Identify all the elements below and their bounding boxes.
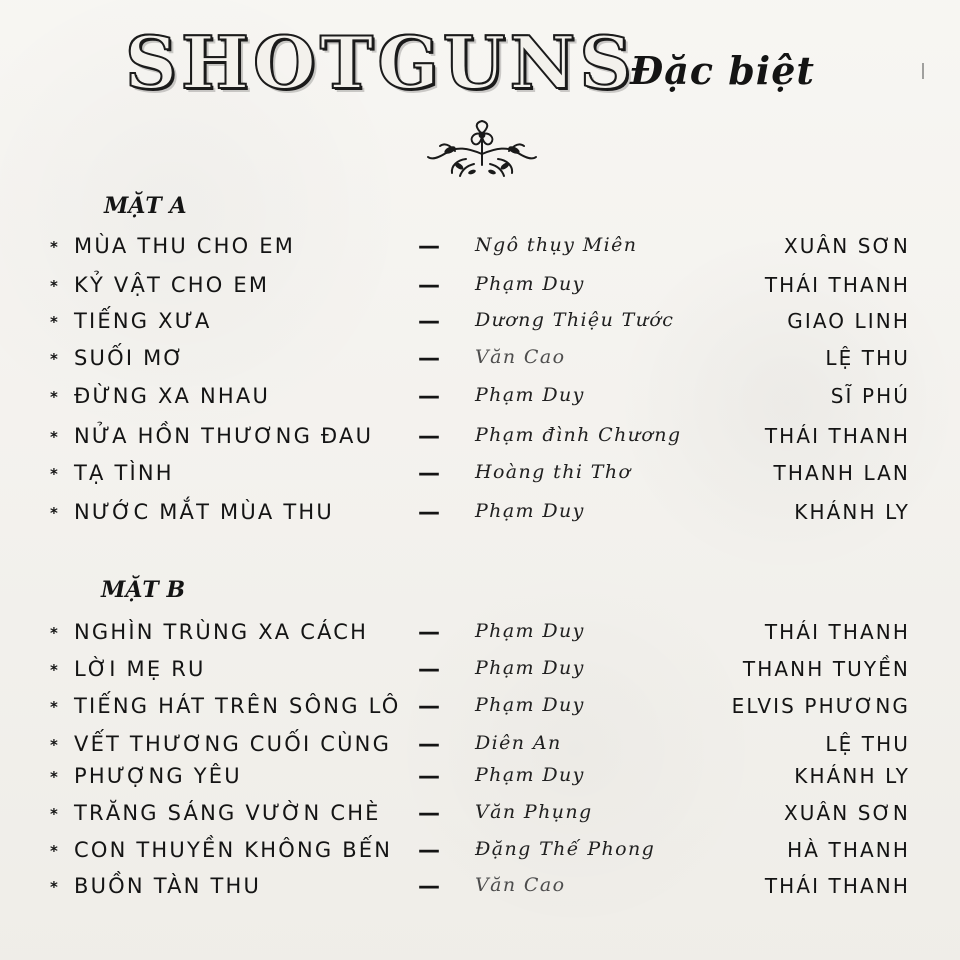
track-bullet: * (50, 277, 58, 295)
track-singer: LỆ THU (825, 346, 910, 370)
track-composer: Phạm Duy (475, 500, 585, 522)
track-composer: Ngô thụy Miên (475, 234, 638, 256)
track-dash: — (418, 384, 440, 409)
track-title: PHƯỢNG YÊU (74, 764, 242, 788)
track-title: BUỒN TÀN THU (74, 874, 262, 898)
track-bullet: * (50, 465, 58, 483)
track-row (50, 234, 910, 264)
track-composer: Phạm Duy (475, 657, 585, 679)
track-row (50, 384, 910, 414)
track-dash: — (418, 346, 440, 371)
track-row (50, 620, 910, 650)
track-composer: Phạm Duy (475, 273, 585, 295)
track-bullet: * (50, 805, 58, 823)
track-composer: Văn Cao (475, 346, 566, 368)
side-a-label: MẶT A (104, 193, 187, 219)
floral-ornament-icon (426, 120, 538, 182)
album-title: SHOTGUNS (125, 20, 636, 105)
track-composer: Dương Thiệu Tước (475, 309, 675, 331)
track-singer: THÁI THANH (764, 273, 910, 297)
track-row (50, 801, 910, 831)
track-row (50, 732, 910, 762)
track-singer: KHÁNH LY (794, 500, 910, 524)
track-dash: — (418, 620, 440, 645)
track-dash: — (418, 234, 440, 259)
track-row (50, 461, 910, 491)
track-title: VẾT THƯƠNG CUỐI CÙNG (74, 732, 392, 756)
track-title: TIẾNG XƯA (74, 309, 212, 333)
track-bullet: * (50, 878, 58, 896)
track-composer: Phạm Duy (475, 384, 585, 406)
track-row (50, 694, 910, 724)
track-dash: — (418, 732, 440, 757)
track-dash: — (418, 874, 440, 899)
track-singer: SĨ PHÚ (830, 384, 910, 408)
track-dash: — (418, 801, 440, 826)
track-composer: Văn Phụng (475, 801, 593, 823)
track-singer: GIAO LINH (787, 309, 910, 333)
track-bullet: * (50, 698, 58, 716)
track-bullet: * (50, 624, 58, 642)
track-singer: THÁI THANH (764, 424, 910, 448)
track-dash: — (418, 461, 440, 486)
track-composer: Văn Cao (475, 874, 566, 896)
track-bullet: * (50, 842, 58, 860)
track-title: TRĂNG SÁNG VƯỜN CHÈ (74, 801, 381, 825)
track-row (50, 346, 910, 376)
track-bullet: * (50, 428, 58, 446)
track-dash: — (418, 764, 440, 789)
track-row (50, 838, 910, 868)
track-row (50, 424, 910, 454)
track-title: NGHÌN TRÙNG XA CÁCH (74, 620, 369, 644)
track-bullet: * (50, 350, 58, 368)
track-title: LỜI MẸ RU (74, 657, 206, 681)
track-singer: THÁI THANH (764, 620, 910, 644)
track-dash: — (418, 694, 440, 719)
track-composer: Phạm Duy (475, 694, 585, 716)
track-title: CON THUYỀN KHÔNG BẾN (74, 838, 393, 862)
track-dash: — (418, 500, 440, 525)
track-bullet: * (50, 768, 58, 786)
track-row (50, 657, 910, 687)
track-dash: — (418, 309, 440, 334)
track-singer: THÁI THANH (764, 874, 910, 898)
track-singer: KHÁNH LY (794, 764, 910, 788)
track-title: TIẾNG HÁT TRÊN SÔNG LÔ (74, 694, 401, 718)
track-singer: HÀ THANH (787, 838, 910, 862)
track-row (50, 273, 910, 303)
track-title: MÙA THU CHO EM (74, 234, 296, 258)
track-row (50, 874, 910, 904)
track-singer: THANH TUYỀN (742, 657, 910, 681)
track-composer: Phạm Duy (475, 764, 585, 786)
track-composer: Đặng Thế Phong (475, 838, 656, 860)
track-bullet: * (50, 661, 58, 679)
track-singer: THANH LAN (773, 461, 910, 485)
track-title: TẠ TÌNH (74, 461, 174, 485)
track-title: SUỐI MƠ (74, 346, 185, 370)
track-row (50, 500, 910, 530)
track-title: ĐỪNG XA NHAU (74, 384, 271, 408)
track-title: KỶ VẬT CHO EM (74, 273, 270, 297)
side-b-label: MẶT B (101, 577, 186, 603)
track-bullet: * (50, 388, 58, 406)
track-bullet: * (50, 736, 58, 754)
track-dash: — (418, 424, 440, 449)
track-singer: ELVIS PHƯƠNG (731, 694, 910, 718)
track-title: NƯỚC MẮT MÙA THU (74, 500, 334, 524)
track-row (50, 309, 910, 339)
track-singer: XUÂN SƠN (783, 801, 910, 825)
track-composer: Phạm Duy (475, 620, 585, 642)
track-singer: LỆ THU (825, 732, 910, 756)
track-dash: — (418, 273, 440, 298)
track-bullet: * (50, 504, 58, 522)
track-composer: Hoàng thi Thơ (475, 461, 632, 483)
track-dash: — (418, 838, 440, 863)
scan-mark (922, 63, 924, 79)
track-dash: — (418, 657, 440, 682)
track-singer: XUÂN SƠN (783, 234, 910, 258)
track-composer: Phạm đình Chương (475, 424, 682, 446)
track-bullet: * (50, 238, 58, 256)
track-row (50, 764, 910, 794)
header (125, 20, 845, 105)
album-subtitle: Đặc biệt (630, 48, 815, 93)
track-title: NỬA HỒN THƯƠNG ĐAU (74, 424, 374, 448)
track-composer: Diên An (475, 732, 562, 754)
track-bullet: * (50, 313, 58, 331)
